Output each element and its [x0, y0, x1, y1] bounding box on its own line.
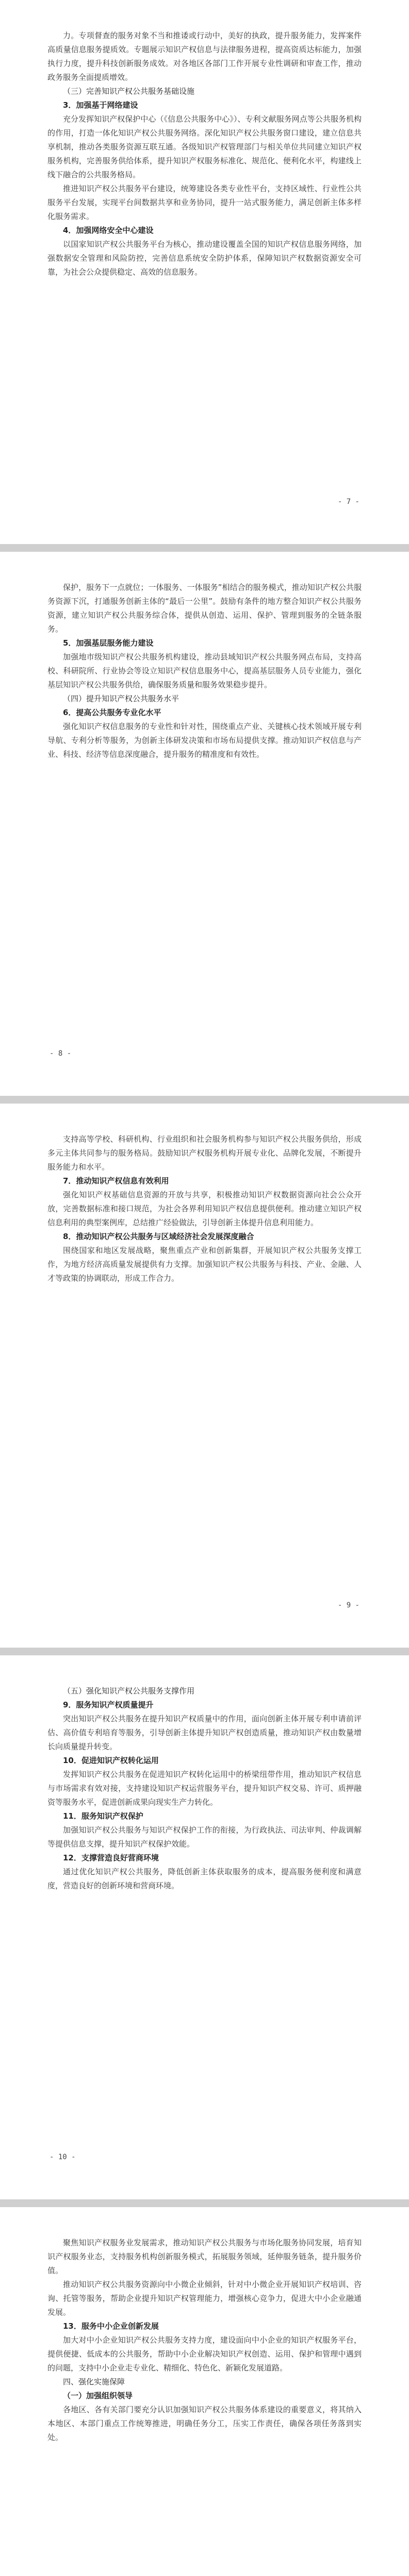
section-heading: （三）完善知识产权公共服务基础设施 — [63, 87, 195, 96]
section-heading: 7．推动知识产权信息有效利用 — [63, 1176, 169, 1185]
section-heading: 9．服务知识产权质量提升 — [63, 1700, 154, 1709]
body-paragraph: 发挥知识产权公共服务在促进知识产权转化运用中的桥梁纽带作用，推动知识产权信息与市场需求有效对接，支持建设知识产权运营服务平台，提升知识产权交易、许可、质押融资等服务水平，促进创新成果向现实生产力转化。 — [47, 1770, 362, 1807]
section-heading: 6．提高公共服务专业化水平 — [63, 708, 161, 717]
body-paragraph: 推动知识产权公共服务资源向中小微企业倾斜，针对中小微企业开展知识产权培训、咨询、托管等服务，帮助企业提升知识产权管理能力，增强核心竞争力，促进大中小企业融通发展。 — [47, 2280, 362, 2317]
page-4-body — [47, 1684, 362, 1893]
body-paragraph: 加强知识产权公共服务与知识产权保护工作的衔接，为行政执法、司法审判、仲裁调解等提供信息支撑，提升知识产权保护效能。 — [47, 1825, 362, 1849]
section-heading: 10．促进知识产权转化运用 — [63, 1756, 159, 1765]
document-page-5 — [0, 2207, 409, 2576]
section-heading: 3．加强基于网络建设 — [63, 100, 138, 110]
body-paragraph: 充分发挥知识产权保护中心（《信息公共服务中心》）、专利文献服务网点等公共服务机构的作用，打造一体化知识产权公共服务网络。深化知识产权公共服务窗口建设，建立信息共享机制，推动各类服务资源互联互通。各级知识产权管理部门与相关单位共同建立知识产权服务机构，完善服务供给体系，提升知识产权服务标准化、规范化、便利化水平，构建线上线下融合的公共服务格局。 — [47, 114, 362, 179]
body-paragraph: 聚焦知识产权服务业发展需求，推动知识产权公共服务与市场化服务协同发展，培育知识产权服务业态，支持服务机构创新服务模式，拓展服务领域，延伸服务链条，提升服务价值。 — [47, 2238, 362, 2275]
body-paragraph: 力。专项督查的服务对象不当和推诿或行动中，美好的执政，提升服务能力，发挥案件高质量信息服务提质效。专题展示知识产权信息与法律服务进程，提高资质达标能力，加强执行力度，提升科技创新服务成效。对各地区各部门工作开展专业性调研和审查工作，推动政务服务全面提质增效。 — [47, 31, 362, 82]
body-paragraph: 保护，服务下一点就位；一体服务、一体服务”相结合的服务模式，推动知识产权公共服务资源下沉，打通服务创新主体的“最后一公里”。鼓励有条件的地方整合知识产权公共服务资源，建立知识产权公共服务综合体，提供从创造、运用、保护、管理到服务的全链条服务。 — [47, 583, 362, 634]
section-heading: 12．支撑营造良好营商环境 — [63, 1853, 159, 1862]
page-2-body — [47, 581, 362, 761]
body-paragraph: 强化知识产权信息服务的专业性和针对性，围绕重点产业、关键核心技术领域开展专利导航、专利分析等服务，为创新主体研发决策和市场布局提供支撑。推动知识产权信息与产业、科技、经济等信息深度融合，提升服务的精准度和有效性。 — [47, 722, 362, 759]
page-5-body — [47, 2236, 362, 2445]
page-1-body — [47, 29, 362, 279]
page-3-body — [47, 1132, 362, 1285]
document-page-2 — [0, 552, 409, 1096]
body-paragraph: 各地区、各有关部门要充分认识加强知识产权公共服务体系建设的重要意义，将其纳入本地区、本部门重点工作统筹推进，明确任务分工，压实工作责任，确保各项任务落到实处。 — [47, 2405, 362, 2442]
document-page-1 — [0, 0, 409, 544]
page-1-number: - 7 - — [337, 498, 359, 506]
section-heading: （五）强化知识产权公共服务支撑作用 — [63, 1686, 195, 1696]
body-paragraph: 强化知识产权基础信息资源的开放与共享，积极推动知识产权数据资源向社会公众开放，完善数据标准和接口规范，为社会各界利用知识产权信息提供便利。推动建立知识产权信息利用的典型案例库，总结推广经验做法，引导创新主体提升信息利用能力。 — [47, 1190, 362, 1227]
body-paragraph: 加大对中小企业知识产权公共服务支持力度，建设面向中小企业的知识产权服务平台，提供便捷、低成本的公共服务，帮助中小企业解决知识产权创造、运用、保护和管理中遇到的问题，支持中小企业走专业化、精细化、特色化、新颖化发展道路。 — [47, 2335, 362, 2372]
body-paragraph: 突出知识产权公共服务在提升知识产权质量中的作用，面向创新主体开展专利申请前评估、高价值专利培育等服务，引导创新主体提升知识产权创造质量，推动知识产权由数量增长向质量提升转变。 — [47, 1714, 362, 1751]
body-paragraph: 围绕国家和地区发展战略，聚焦重点产业和创新集群，开展知识产权公共服务支撑工作，为地方经济高质量发展提供有力支撑。加强知识产权公共服务与科技、产业、金融、人才等政策的协调联动，形成工作合力。 — [47, 1246, 362, 1283]
body-paragraph: 推进知识产权公共服务平台建设，统筹建设各类专业性平台，支持区域性、行业性公共服务平台发展，实现平台间数据共享和业务协同，提升一站式服务能力，满足创新主体多样化服务需求。 — [47, 184, 362, 221]
section-heading: 8．推动知识产权公共服务与区域经济社会发展深度融合 — [63, 1232, 254, 1241]
body-paragraph: 以国家知识产权公共服务平台为核心，推动建设覆盖全国的知识产权信息服务网络，加强数据安全管理和风险防控，完善信息系统安全防护体系，保障知识产权数据资源安全可靠，为社会公众提供稳定、高效的信息服务。 — [47, 240, 362, 277]
section-heading: （一）加强组织领导 — [63, 2391, 133, 2400]
document-page-4 — [0, 1655, 409, 2199]
section-heading: 13．服务中小企业创新发展 — [63, 2321, 159, 2331]
body-paragraph: 加强地市级知识产权公共服务机构建设，推动县域知识产权公共服务网点布局，支持高校、科研院所、行业协会等设立知识产权信息服务中心，提高基层服务人员专业能力，强化基层知识产权公共服务供给，确保服务质量和服务效果稳步提升。 — [47, 652, 362, 689]
body-paragraph: 通过优化知识产权公共服务，降低创新主体获取服务的成本，提高服务便利度和满意度，营造良好的创新环境和营商环境。 — [47, 1867, 362, 1890]
page-4-number: - 10 - — [50, 2153, 76, 2161]
section-heading: 11．服务知识产权保护 — [63, 1811, 143, 1821]
document-page-3 — [0, 1104, 409, 1648]
section-heading: 4．加强网络安全中心建设 — [63, 226, 154, 235]
section-heading: 5．加强基层服务能力建设 — [63, 638, 154, 648]
section-heading: （四）提升知识产权公共服务水平 — [63, 694, 179, 703]
section-heading: 四、强化实施保障 — [63, 2377, 125, 2386]
page-3-number: - 9 - — [337, 1601, 359, 1609]
body-paragraph: 支持高等学校、科研机构、行业组织和社会服务机构参与知识产权公共服务供给，形成多元主体共同参与的服务格局。鼓励知识产权服务机构开展专业化、品牌化发展，不断提升服务能力和水平。 — [47, 1134, 362, 1172]
page-2-number: - 8 - — [50, 1049, 72, 1058]
